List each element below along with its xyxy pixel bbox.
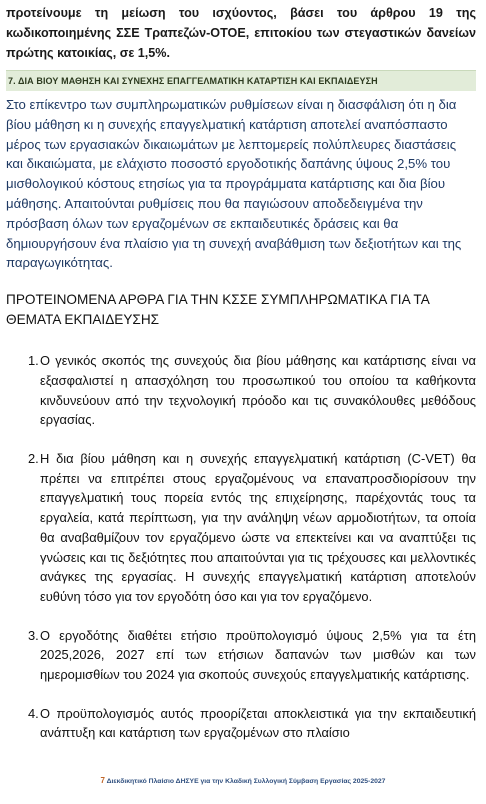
section-title: 7. ΔΙΑ ΒΙΟΥ ΜΑΘΗΣΗ ΚΑΙ ΣΥΝΕΧΗΣ ΕΠΑΓΓΕΛΜΑΤΙΚΗ ΚΑΤΑΡΤΙΣΗ ΚΑΙ ΕΚΠΑΙΔΕΥΣΗ xyxy=(8,76,378,86)
article-number: 3. xyxy=(28,627,39,643)
article-item xyxy=(6,351,476,430)
article-item xyxy=(6,626,476,685)
article-item xyxy=(6,704,476,743)
section-paragraph: Στο επίκεντρο των συμπληρωματικών ρυθμίσεων είναι η διασφάλιση ότι η δια βίου μάθηση κι η συνεχής επαγγελματική κατάρτιση αποτελεί αναπόσπαστο μέρος των εργασιακών δικαιωμάτων με λεπτομερείς πολύπλευρες διαστάσεις και δικαιώματα, με ελάχιστο ποσοστό εργοδοτικής δαπάνης ύψους 2,5% του μισθολογικού κόστους ετησίως για τα προγράμματα κατάρτισης και δια βίου μάθησης. Απαιτούνται ρυθμίσεις που θα παγιώσουν αποδεδειγμένα την πρόσβαση όλων των εργαζομένων σε εκπαιδευτικές δράσεις και θα δημιουργήσουν ένα πλαίσιο για τη συνεχή αναβάθμιση των δεξιοτήτων και της παραγωγικότητας. xyxy=(6,97,462,271)
article-number: 4. xyxy=(28,705,39,721)
proposed-articles-heading: ΠΡΟΤΕΙΝΟΜΕΝΑ ΑΡΘΡΑ ΓΙΑ ΤΗΝ ΚΣΣΕ ΣΥΜΠΛΗΡΩΜΑΤΙΚΑ ΓΙΑ ΤΑ ΘΕΜΑΤΑ ΕΚΠΑΙΔΕΥΣΗΣ xyxy=(6,292,430,327)
page-number: 7 xyxy=(100,776,105,785)
article-text: Ο προϋπολογισμός αυτός προορίζεται αποκλειστικά για την εκπαιδευτική ανάπτυξη και κατάρτιση των εργαζομένων στο πλαίσιο xyxy=(40,705,476,741)
intro-paragraph: προτείνουμε τη μείωση του ισχύοντος, βάσει του άρθρου 19 της κωδικοποιημένης ΣΣΕ Τραπεζών-ΟΤΟΕ, επιτοκίου των στεγαστικών δανείων πρώτης κατοικίας, σε 1,5%. xyxy=(6,6,476,60)
document-page xyxy=(6,0,476,762)
article-text: Ο εργοδότης διαθέτει ετήσιο προϋπολογισμό ύψους 2,5% για τα έτη 2025,2026, 2027 επί των ετήσιων δαπανών των μισθών και των ημερομισθίων του 2024 για σκοπούς συνεχούς επαγγελματικής κατάρτισης. xyxy=(40,627,476,683)
article-text: Ο γενικός σκοπός της συνεχούς δια βίου μάθησης και κατάρτισης είναι να εξασφαλιστεί η απασχόληση του προσωπικού του οποίου τα καθήκοντα κινδυνεύουν από την τεχνολογική πρόοδο και τις συνακόλουθες μεθόδους εργασίας. xyxy=(40,353,476,428)
section-header-bar xyxy=(6,70,476,91)
footer-text: Διεκδικητικό Πλαίσιο ΔΗΣΥΕ για την Κλαδική Συλλογική Σύμβαση Εργασίας 2025-2027 xyxy=(106,778,386,785)
article-number: 1. xyxy=(28,353,39,369)
article-number: 2. xyxy=(28,450,39,466)
article-text: Η δια βίου μάθηση και η συνεχής επαγγελματική κατάρτιση (C-VET) θα πρέπει να επιτρέπει στους εργαζομένους να επαναπροσδιορίσουν την επαγγελματική τους πορεία εντός της επιχείρησης, παρέχοντάς τους τα εργαλεία, κατά περίπτωση, για την ανάληψη νέων αρμοδιοτήτων, τα οποία θα αναβαθμίζουν τον εργαζόμενο ώστε να επεκτείνει και να αναπτύξει τις γνώσεις και τις δεξιότητες που απαιτούνται για τις τρέχουσες και μελλοντικές ανάγκες της εργασίας. Η συνεχής επαγγελματική κατάρτιση αποτελούν ευθύνη τόσο για τον εργοδότη όσο και για τον εργαζόμενο. xyxy=(40,450,476,604)
page-footer xyxy=(0,776,486,785)
articles-list xyxy=(6,351,476,743)
article-item xyxy=(6,449,476,607)
